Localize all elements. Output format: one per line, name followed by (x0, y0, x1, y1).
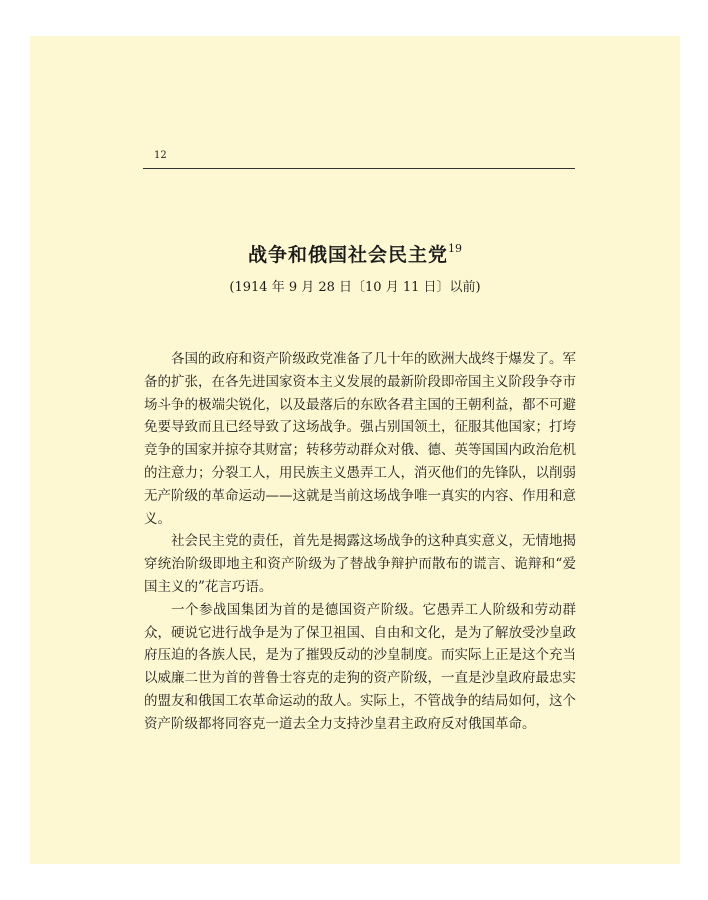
page-number: 12 (154, 150, 167, 161)
page (30, 36, 680, 864)
title-footnote-ref[interactable]: 19 (448, 241, 462, 255)
paragraph-1: 各国的政府和资产阶级政党准备了几十年的欧洲大战终于爆发了。军备的扩张，在各先进国家资本主义发展的最新阶段即帝国主义阶段争夺市场斗争的极端尖锐化，以及最落后的东欧各君主国的王朝利益，都不可避免要导致而且已经导致了这场战争。强占别国领土，征服其他国家；打垮竞争的国家并掠夺其财富；转移劳动群众对俄、德、英等国国内政治危机的注意力；分裂工人，用民族主义愚弄工人，消灭他们的先锋队，以削弱无产阶级的革命运动——这就是当前这场战争唯一真实的内容、作用和意义。 (144, 351, 576, 527)
paragraph-2: 社会民主党的责任，首先是揭露这场战争的这种真实意义，无情地揭穿统治阶级即地主和资产阶级为了替战争辩护而散布的谎言、诡辩和“爱国主义的”花言巧语。 (144, 533, 576, 595)
header-rule (143, 168, 575, 169)
chapter-title (30, 240, 680, 267)
chapter-title-text: 战争和俄国社会民主党 (247, 244, 448, 266)
paragraph-3: 一个参战国集团为首的是德国资产阶级。它愚弄工人阶级和劳动群众，硬说它进行战争是为了保卫祖国、自由和文化，是为了解放受沙皇政府压迫的各族人民，是为了摧毁反动的沙皇制度。而实际上正是这个充当以威廉二世为首的普鲁士容克的走狗的资产阶级，一直是沙皇政府最忠实的盟友和俄国工农革命运动的敌人。实际上，不管战争的结局如何，这个资产阶级都将同容克一道去全力支持沙皇君主政府反对俄国革命。 (144, 601, 576, 732)
body-text (144, 348, 576, 736)
date-line: (1914 年 9 月 28 日〔10 月 11 日〕以前) (229, 280, 481, 295)
